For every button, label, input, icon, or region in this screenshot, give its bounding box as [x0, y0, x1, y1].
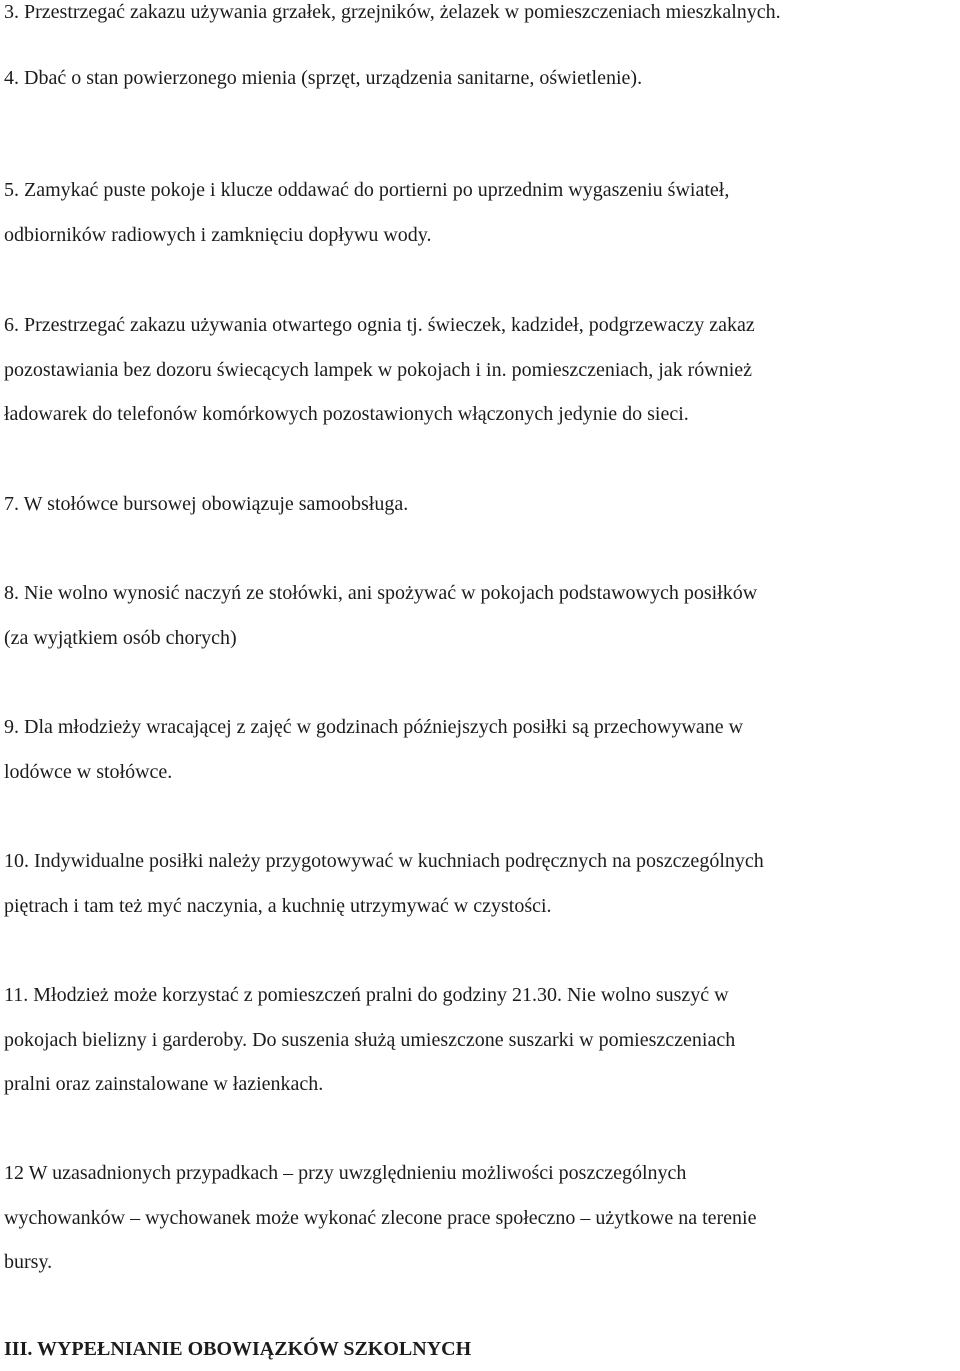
rule-item-9 — [4, 705, 949, 794]
text-line: 12 W uzasadnionych przypadkach – przy uwzględnieniu możliwości poszczególnych — [4, 1162, 687, 1184]
rule-item-6 — [4, 303, 949, 437]
text-line: 9. Dla młodzieży wracającej z zajęć w godzinach późniejszych posiłki są przechowywane w — [4, 716, 744, 738]
rule-item-7 — [4, 482, 949, 527]
text-line: 7. W stołówce bursowej obowiązuje samoobsługa. — [4, 493, 409, 515]
text-line: 11. Młodzież może korzystać z pomieszczeń pralni do godziny 21.30. Nie wolno suszyć w — [4, 984, 729, 1006]
rule-item-4 — [4, 56, 949, 101]
text-line: 6. Przestrzegać zakazu używania otwartego ognia tj. świeczek, kadzideł, podgrzewaczy zakaz — [4, 314, 755, 336]
text-line: piętrach i tam też myć naczynia, a kuchnię utrzymywać w czystości. — [4, 894, 552, 917]
text-line: (za wyjątkiem osób chorych) — [4, 626, 237, 649]
rule-item-10 — [4, 839, 949, 928]
rule-item-11 — [4, 973, 949, 1107]
text-line: odbiorników radiowych i zamknięciu dopływu wody. — [4, 223, 432, 246]
rule-item-8 — [4, 571, 949, 660]
text-line: pralni oraz zainstalowane w łazienkach. — [4, 1073, 324, 1095]
section-heading: III. WYPEŁNIANIE OBOWIĄZKÓW SZKOLNYCH — [4, 1338, 472, 1360]
rule-item-5 — [4, 168, 949, 257]
text-line: pokojach bielizny i garderoby. Do suszenia służą umieszczone suszarki w pomieszczeniach — [4, 1028, 736, 1051]
text-line: bursy. — [4, 1251, 53, 1273]
rule-item-12 — [4, 1151, 949, 1285]
text-line: 4. Dbać o stan powierzonego mienia (sprzęt, urządzenia sanitarne, oświetlenie). — [4, 67, 643, 89]
text-line: ładowarek do telefonów komórkowych pozostawionych włączonych jedynie do sieci. — [4, 403, 689, 425]
text-line: 5. Zamykać puste pokoje i klucze oddawać do portierni po uprzednim wygaszeniu świateł, — [4, 179, 730, 201]
text-line: 3. Przestrzegać zakazu używania grzałek, grzejników, żelazek w pomieszczeniach mieszkalnych. — [4, 1, 781, 23]
rule-item-3 — [4, 0, 949, 35]
text-line: wychowanków – wychowanek może wykonać zlecone prace społeczno – użytkowe na terenie — [4, 1206, 757, 1229]
text-line: lodówce w stołówce. — [4, 760, 173, 783]
text-line: pozostawiania bez dozoru świecących lampek w pokojach i in. pomieszczeniach, jak również — [4, 358, 753, 381]
text-line: 10. Indywidualne posiłki należy przygotowywać w kuchniach podręcznych na poszczególnych — [4, 850, 764, 872]
text-line: 8. Nie wolno wynosić naczyń ze stołówki, ani spożywać w pokojach podstawowych posiłków — [4, 582, 758, 604]
